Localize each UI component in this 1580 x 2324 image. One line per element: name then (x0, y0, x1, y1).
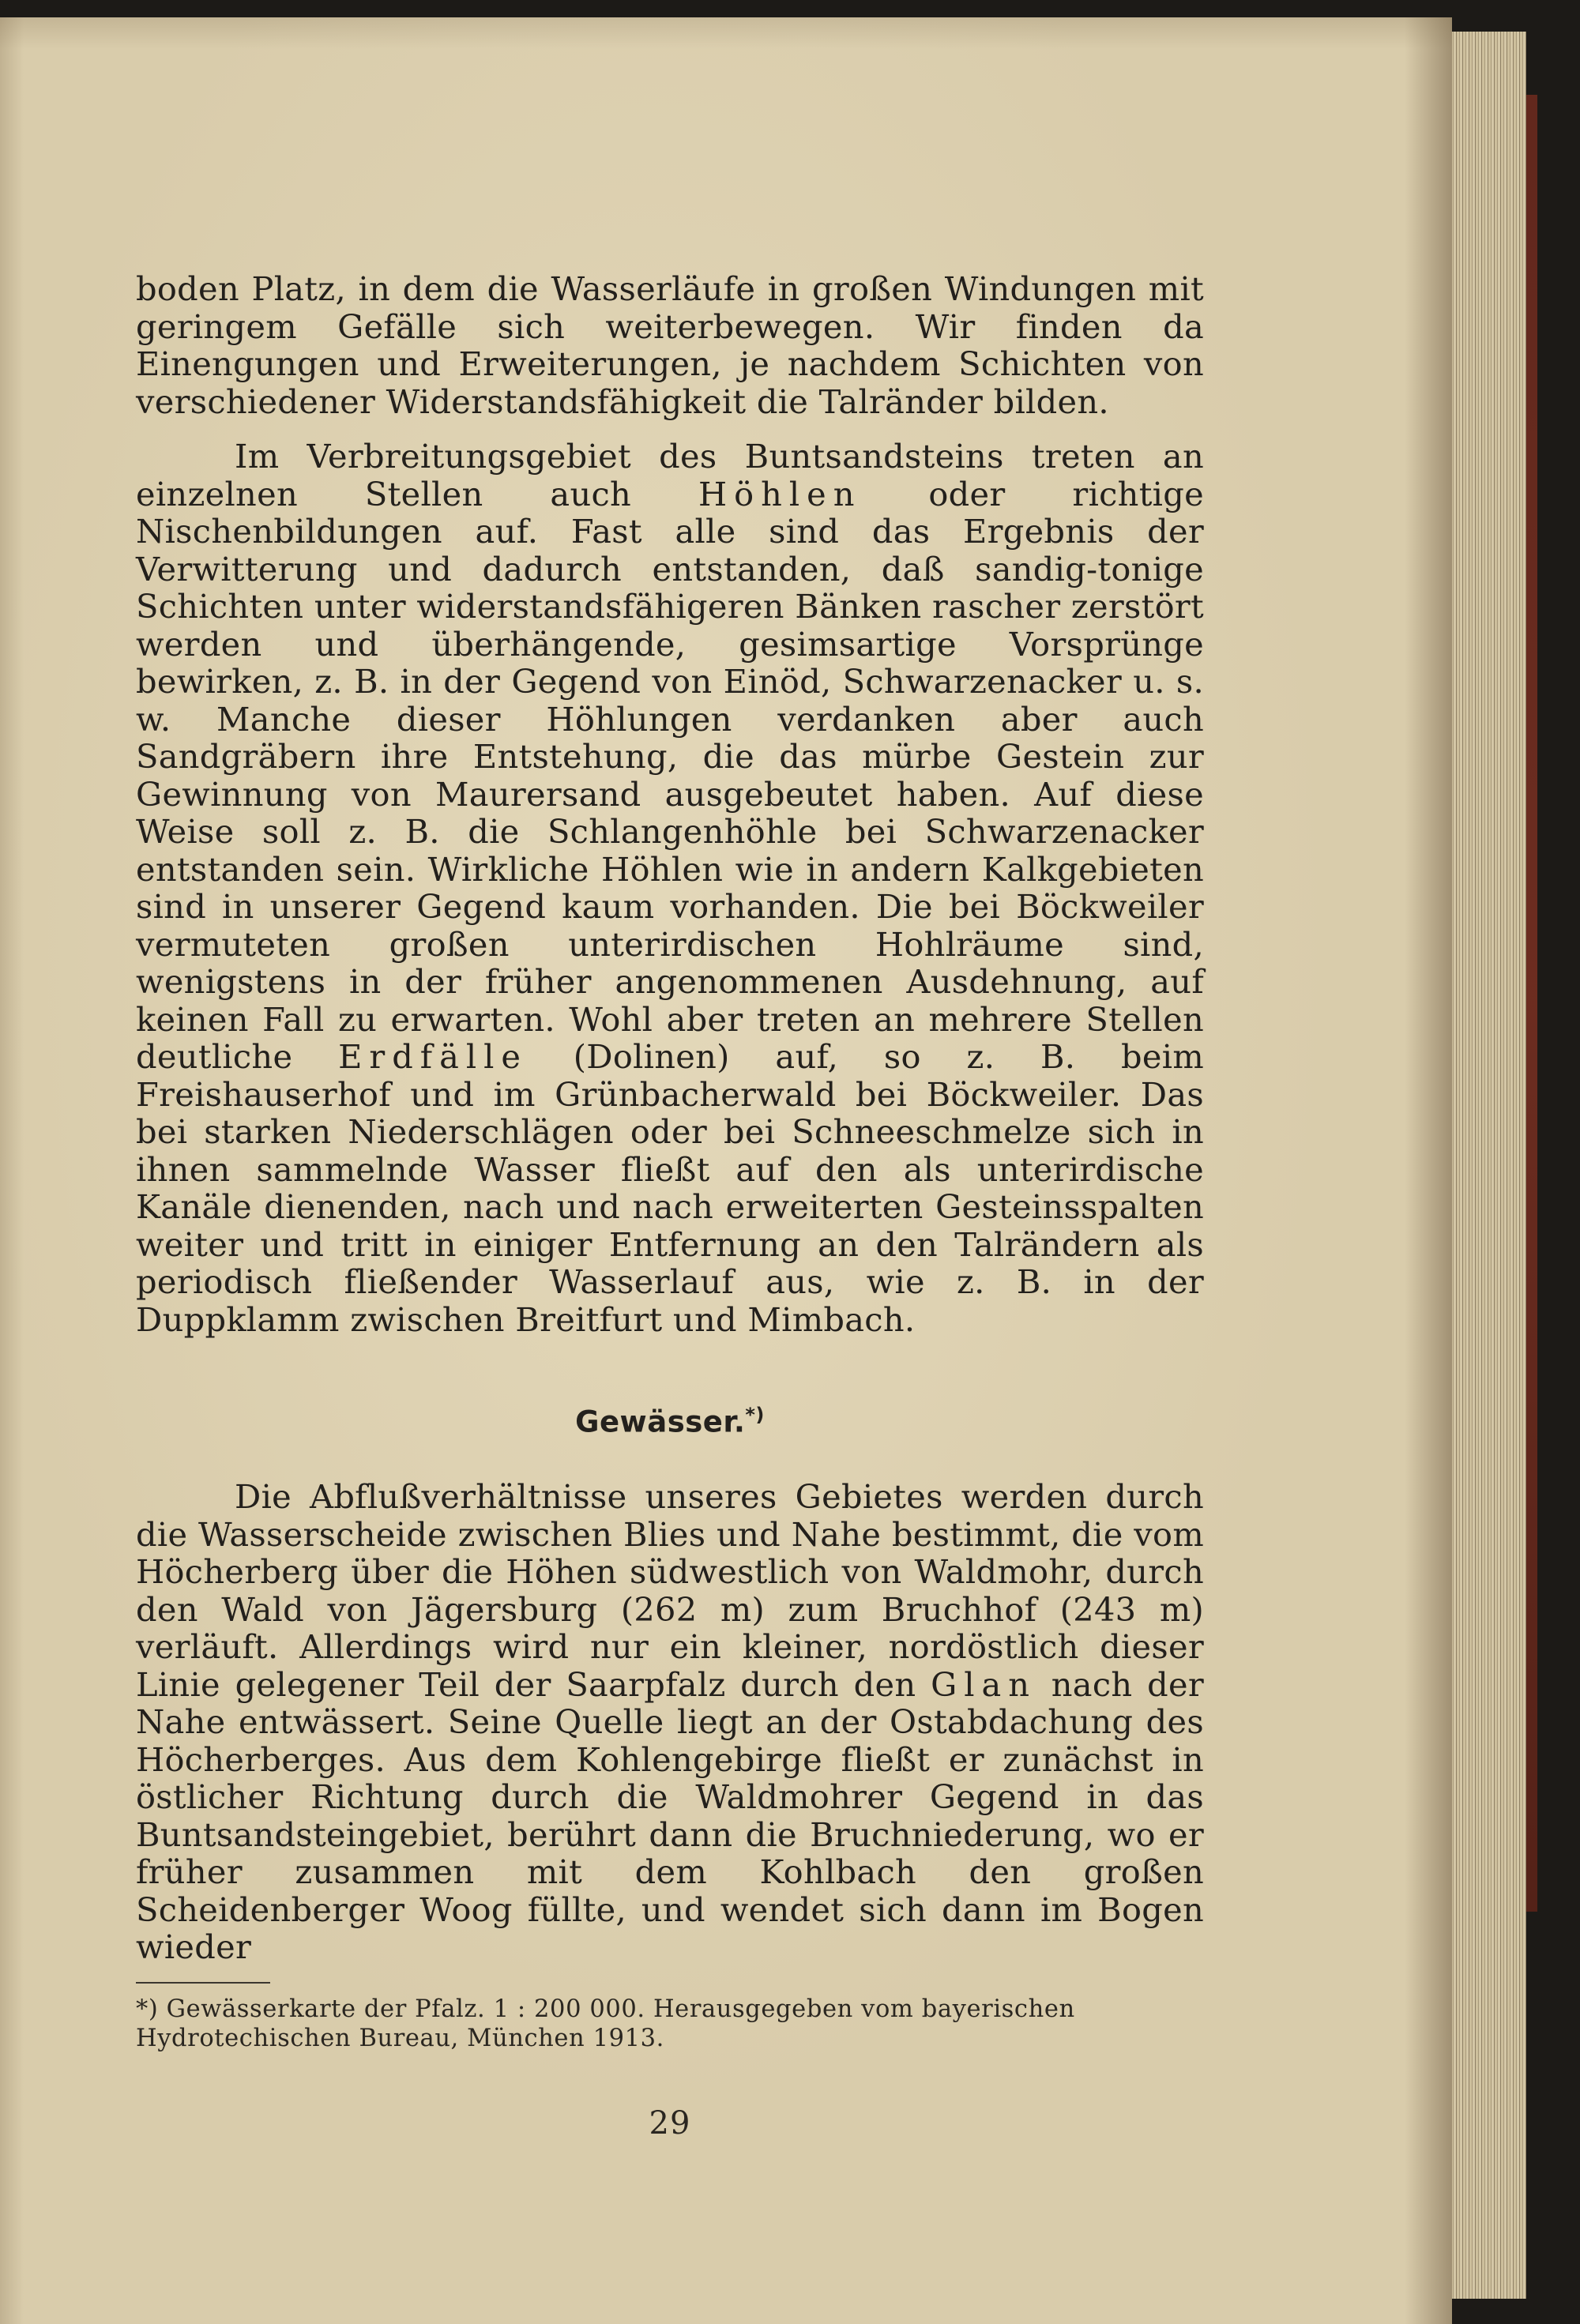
paragraph-3 (136, 1478, 1204, 1966)
paragraph-3-part-a: Die Abflußverhältnisse unseres Gebietes werden durch die Wasserscheide zwischen Blies und Nahe bestimmt, die vom Höcherberg über die Höhen südwestlich von Waldmohr, durch den Wald von Jägersburg (262 m) zum Bruchhof (243 m) verläuft. Allerdings wird nur ein kleiner, nordöstlich dieser Linie gelegener Teil der Saarpfalz durch den (136, 1477, 1204, 1704)
section-heading (136, 1395, 1204, 1442)
heading-text: Gewässer. (575, 1405, 746, 1439)
paragraph-2 (136, 438, 1204, 1338)
paragraph-2-part-b: oder richtige Nischenbildungen auf. Fast alle sind das Ergebnis der Verwitterung und dadurch entstanden, daß sandig-tonige Schichten unter widerstandsfähigeren Bänken rascher zerstört werden und überhängende, gesimsartige Vorsprünge bewirken, z. B. in der Gegend von Einöd, Schwarzenacker u. s. w. Manche dieser Höhlungen verdanken aber auch Sandgräbern ihre Entstehung, die das mürbe Gestein zur Gewinnung von Maurersand ausgebeutet haben. Auf diese Weise soll z. B. die Schlangenhöhle bei Schwarzenacker entstanden sein. Wirkliche Höhlen wie in andern Kalkgebieten sind in unserer Gegend kaum vorhanden. Die bei Böckweiler vermuteten großen unterirdischen Hohlräume sind, wenigstens in der früher angenommenen Ausdehnung, auf keinen Fall zu erwarten. Wohl aber treten an mehrere Stellen deutliche (136, 474, 1204, 1076)
page-text (136, 270, 1204, 2142)
footnote-marker: *) (745, 1404, 765, 1426)
footnote-line-1: *) Gewässerkarte der Pfalz. 1 : 200 000. Herausgegeben vom bayerischen (136, 1995, 1075, 2023)
paragraph-2-part-a: Im Verbreitungsgebiet des Buntsandsteins treten an einzelnen Stellen auch (136, 437, 1204, 513)
page-number: 29 (649, 2104, 691, 2142)
footnote-line-2: Hydrotechischen Bureau, München 1913. (136, 2024, 664, 2052)
paragraph-3-part-b: nach der Nahe entwässert. Seine Quelle liegt an der Ostabdachung des Höcherberges. Aus dem Kohlengebirge fließt er zunächst in östlicher Richtung durch die Waldmohrer Gegend in das Buntsandsteingebiet, berührt dann die Bruchniederung, wo er früher zusammen mit dem Kohlbach den großen Scheidenberger Woog füllte, und wendet sich dann im Bogen wieder (136, 1664, 1204, 1967)
spaced-term-erdfaelle: Erdfälle (338, 1037, 528, 1076)
footnote (136, 1995, 1204, 2053)
book-binding (1526, 95, 1537, 1912)
footnote-divider (136, 1982, 270, 1984)
spaced-term-glan: Glan (931, 1664, 1037, 1704)
spaced-term-hoehlen: Höhlen (698, 474, 862, 513)
paragraph-2-part-c: (Dolinen) auf, so z. B. beim Freishauserhof und im Grünbacherwald bei Böckweiler. Das bei starken Niederschlägen oder bei Schneeschmelze sich in ihnen sammelnde Wasser fließt auf den als unterirdische Kanäle dienenden, nach und nach erweiterten Gesteinsspalten weiter und tritt in einiger Entfernung an den Talrändern als periodisch fließender Wasserlauf aus, wie z. B. in der Duppklamm zwischen Breitfurt und Mimbach. (136, 1037, 1204, 1339)
paragraph-1: boden Platz, in dem die Wasserläufe in großen Windungen mit geringem Gefälle sich weiterbewegen. Wir finden da Einengungen und Erweiterungen, je nachdem Schichten von verschiedener Widerstandsfähigkeit die Talränder bilden. (136, 269, 1204, 421)
